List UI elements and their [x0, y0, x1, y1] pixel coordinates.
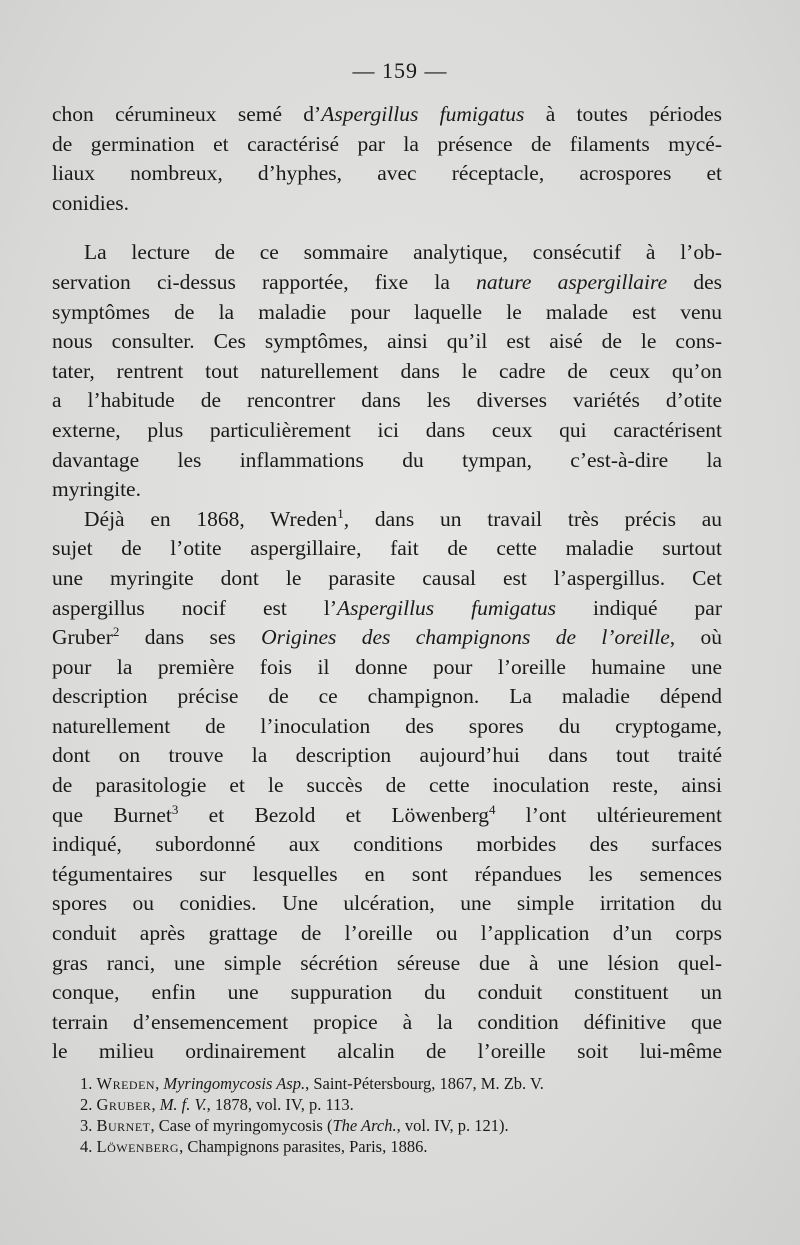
text-line: [52, 238, 722, 268]
text-run: Gruber: [52, 625, 113, 650]
body-text: [52, 100, 722, 1067]
text-run: et Bezold et Löwenberg: [178, 802, 489, 827]
text-line: [52, 594, 722, 624]
footnote-ref: 3: [171, 801, 179, 817]
text-line: [52, 830, 722, 860]
text-line: [52, 978, 722, 1008]
text-line: [52, 505, 722, 535]
footnote: [80, 1073, 730, 1094]
text-run: pour la première fois il donne pour l’oreille humaine une: [52, 654, 722, 679]
text-run: conque, enfin une suppuration du conduit constituent un: [52, 980, 722, 1005]
text-run: myringite.: [52, 477, 141, 502]
text-run: indiqué par: [556, 595, 722, 620]
text-line: [52, 564, 722, 594]
text-run: tater, rentrent tout naturellement dans le cadre de ceux qu’on: [52, 358, 722, 383]
text-run: La lecture de ce sommaire analytique, consécutif à l’ob-: [84, 240, 722, 265]
italic-text: Aspergillus fumigatus: [337, 595, 556, 620]
text-run: une myringite dont le parasite causal est l’aspergillus. Cet: [52, 565, 722, 590]
text-line: [52, 130, 722, 160]
italic-text: The Arch.: [332, 1116, 397, 1135]
text-run: nous consulter. Ces symptômes, ainsi qu’il est aisé de le cons-: [52, 329, 722, 354]
text-run: gras ranci, une simple sécrétion séreuse due à une lésion quel-: [52, 950, 722, 975]
text-line: [52, 534, 722, 564]
text-run: description précise de ce champignon. La maladie dépend: [52, 684, 722, 709]
text-line: [52, 357, 722, 387]
text-line: [52, 919, 722, 949]
text-run: 2.: [80, 1095, 97, 1114]
text-run: 1.: [80, 1074, 97, 1093]
text-run: chon cérumineux semé d’: [52, 102, 322, 126]
text-run: 4.: [80, 1137, 97, 1156]
text-line: [52, 889, 722, 919]
text-line: [52, 801, 722, 831]
paragraph: [52, 238, 722, 504]
text-run: , dans un travail très précis au: [343, 506, 722, 531]
text-run: liaux nombreux, d’hyphes, avec réceptacle, acrospores et: [52, 161, 722, 186]
text-line: [52, 386, 722, 416]
italic-text: Myringomycosis Asp.: [163, 1074, 306, 1093]
text-run: dans ses: [119, 625, 262, 650]
text-run: que Burnet: [52, 802, 172, 827]
footnote: [80, 1115, 730, 1136]
text-run: naturellement de l’inoculation des spores du cryptogame,: [52, 713, 722, 738]
text-line: [52, 623, 722, 653]
text-line: [52, 949, 722, 979]
text-run: davantage les inflammations du tympan, c’est-à-dire la: [52, 447, 722, 472]
footnote-ref: 4: [488, 801, 496, 817]
text-run: aspergillus nocif est l’: [52, 595, 338, 620]
text-line: [52, 475, 722, 505]
text-run: , où: [669, 625, 722, 650]
footnotes: [80, 1073, 730, 1157]
text-run: de germination et caractérisé par la présence de filaments mycé-: [52, 131, 722, 156]
footnote: [80, 1136, 730, 1157]
italic-text: M. f. V.: [159, 1095, 207, 1114]
text-line: [52, 100, 722, 130]
text-run: le milieu ordinairement alcalin de l’oreille soit lui-même: [52, 1039, 722, 1064]
text-run: externe, plus particulièrement ici dans ceux qui caractérisent: [52, 417, 722, 442]
text-run: tégumentaires sur lesquelles en sont répandues les semences: [52, 861, 722, 886]
text-run: dont on trouve la description aujourd’hui dans tout traité: [52, 743, 722, 768]
text-line: [52, 771, 722, 801]
text-run: terrain d’ensemencement propice à la condition définitive que: [52, 1009, 722, 1034]
text-run: a l’habitude de rencontrer dans les diverses variétés d’otite: [52, 388, 722, 413]
author-name: Gruber: [96, 1095, 152, 1114]
footnote-ref: 2: [112, 624, 120, 640]
text-run: servation ci-dessus rapportée, fixe la: [52, 269, 477, 294]
text-run: , Champignons parasites, Paris, 1886.: [179, 1137, 428, 1156]
text-run: indiqué, subordonné aux conditions morbides des surfaces: [52, 832, 722, 857]
text-run: 3.: [80, 1116, 97, 1135]
text-line: [52, 416, 722, 446]
text-run: sujet de l’otite aspergillaire, fait de cette maladie surtout: [52, 536, 722, 561]
text-run: , 1878, vol. IV, p. 113.: [206, 1095, 354, 1114]
text-run: conduit après grattage de l’oreille ou l’application d’un corps: [52, 921, 722, 946]
paragraph: [52, 505, 722, 1067]
text-run: Déjà en 1868, Wreden: [84, 506, 338, 531]
text-line: [52, 298, 722, 328]
author-name: Wreden: [96, 1074, 156, 1093]
text-run: , vol. IV, p. 121).: [396, 1116, 509, 1135]
paragraph: [52, 100, 722, 218]
text-line: [52, 682, 722, 712]
text-line: [52, 653, 722, 683]
text-line: [52, 1008, 722, 1038]
page-number: — 159 —: [352, 58, 448, 83]
footnote: [80, 1094, 730, 1115]
text-line: [52, 446, 722, 476]
italic-text: Aspergillus fumigatus: [321, 102, 525, 126]
text-line: [52, 159, 722, 189]
italic-text: nature aspergillaire: [476, 269, 668, 294]
text-run: , Case of myringomycosis (: [150, 1116, 333, 1135]
text-line: [52, 327, 722, 357]
text-run: ,: [155, 1074, 164, 1093]
text-line: [52, 712, 722, 742]
text-line: [52, 1037, 722, 1067]
text-run: des: [667, 269, 722, 294]
text-run: l’ont ultérieurement: [495, 802, 722, 827]
text-run: à toutes périodes: [524, 102, 722, 126]
italic-text: Origines des champignons de l’oreille: [261, 625, 670, 650]
author-name: Löwenberg: [96, 1137, 180, 1156]
text-line: [52, 189, 722, 219]
text-run: , Saint-Pétersbourg, 1867, M. Zb. V.: [305, 1074, 544, 1093]
footnote-ref: 1: [337, 505, 344, 521]
paragraph-gap: [52, 218, 722, 238]
text-line: [52, 860, 722, 890]
author-name: Burnet: [96, 1116, 151, 1135]
text-run: ,: [151, 1095, 160, 1114]
text-run: conidies.: [52, 190, 130, 215]
text-run: spores ou conidies. Une ulcération, une simple irritation du: [52, 891, 722, 916]
text-run: de parasitologie et le succès de cette inoculation reste, ainsi: [52, 773, 722, 798]
text-line: [52, 741, 722, 771]
text-line: [52, 268, 722, 298]
text-run: symptômes de la maladie pour laquelle le malade est venu: [52, 299, 722, 324]
